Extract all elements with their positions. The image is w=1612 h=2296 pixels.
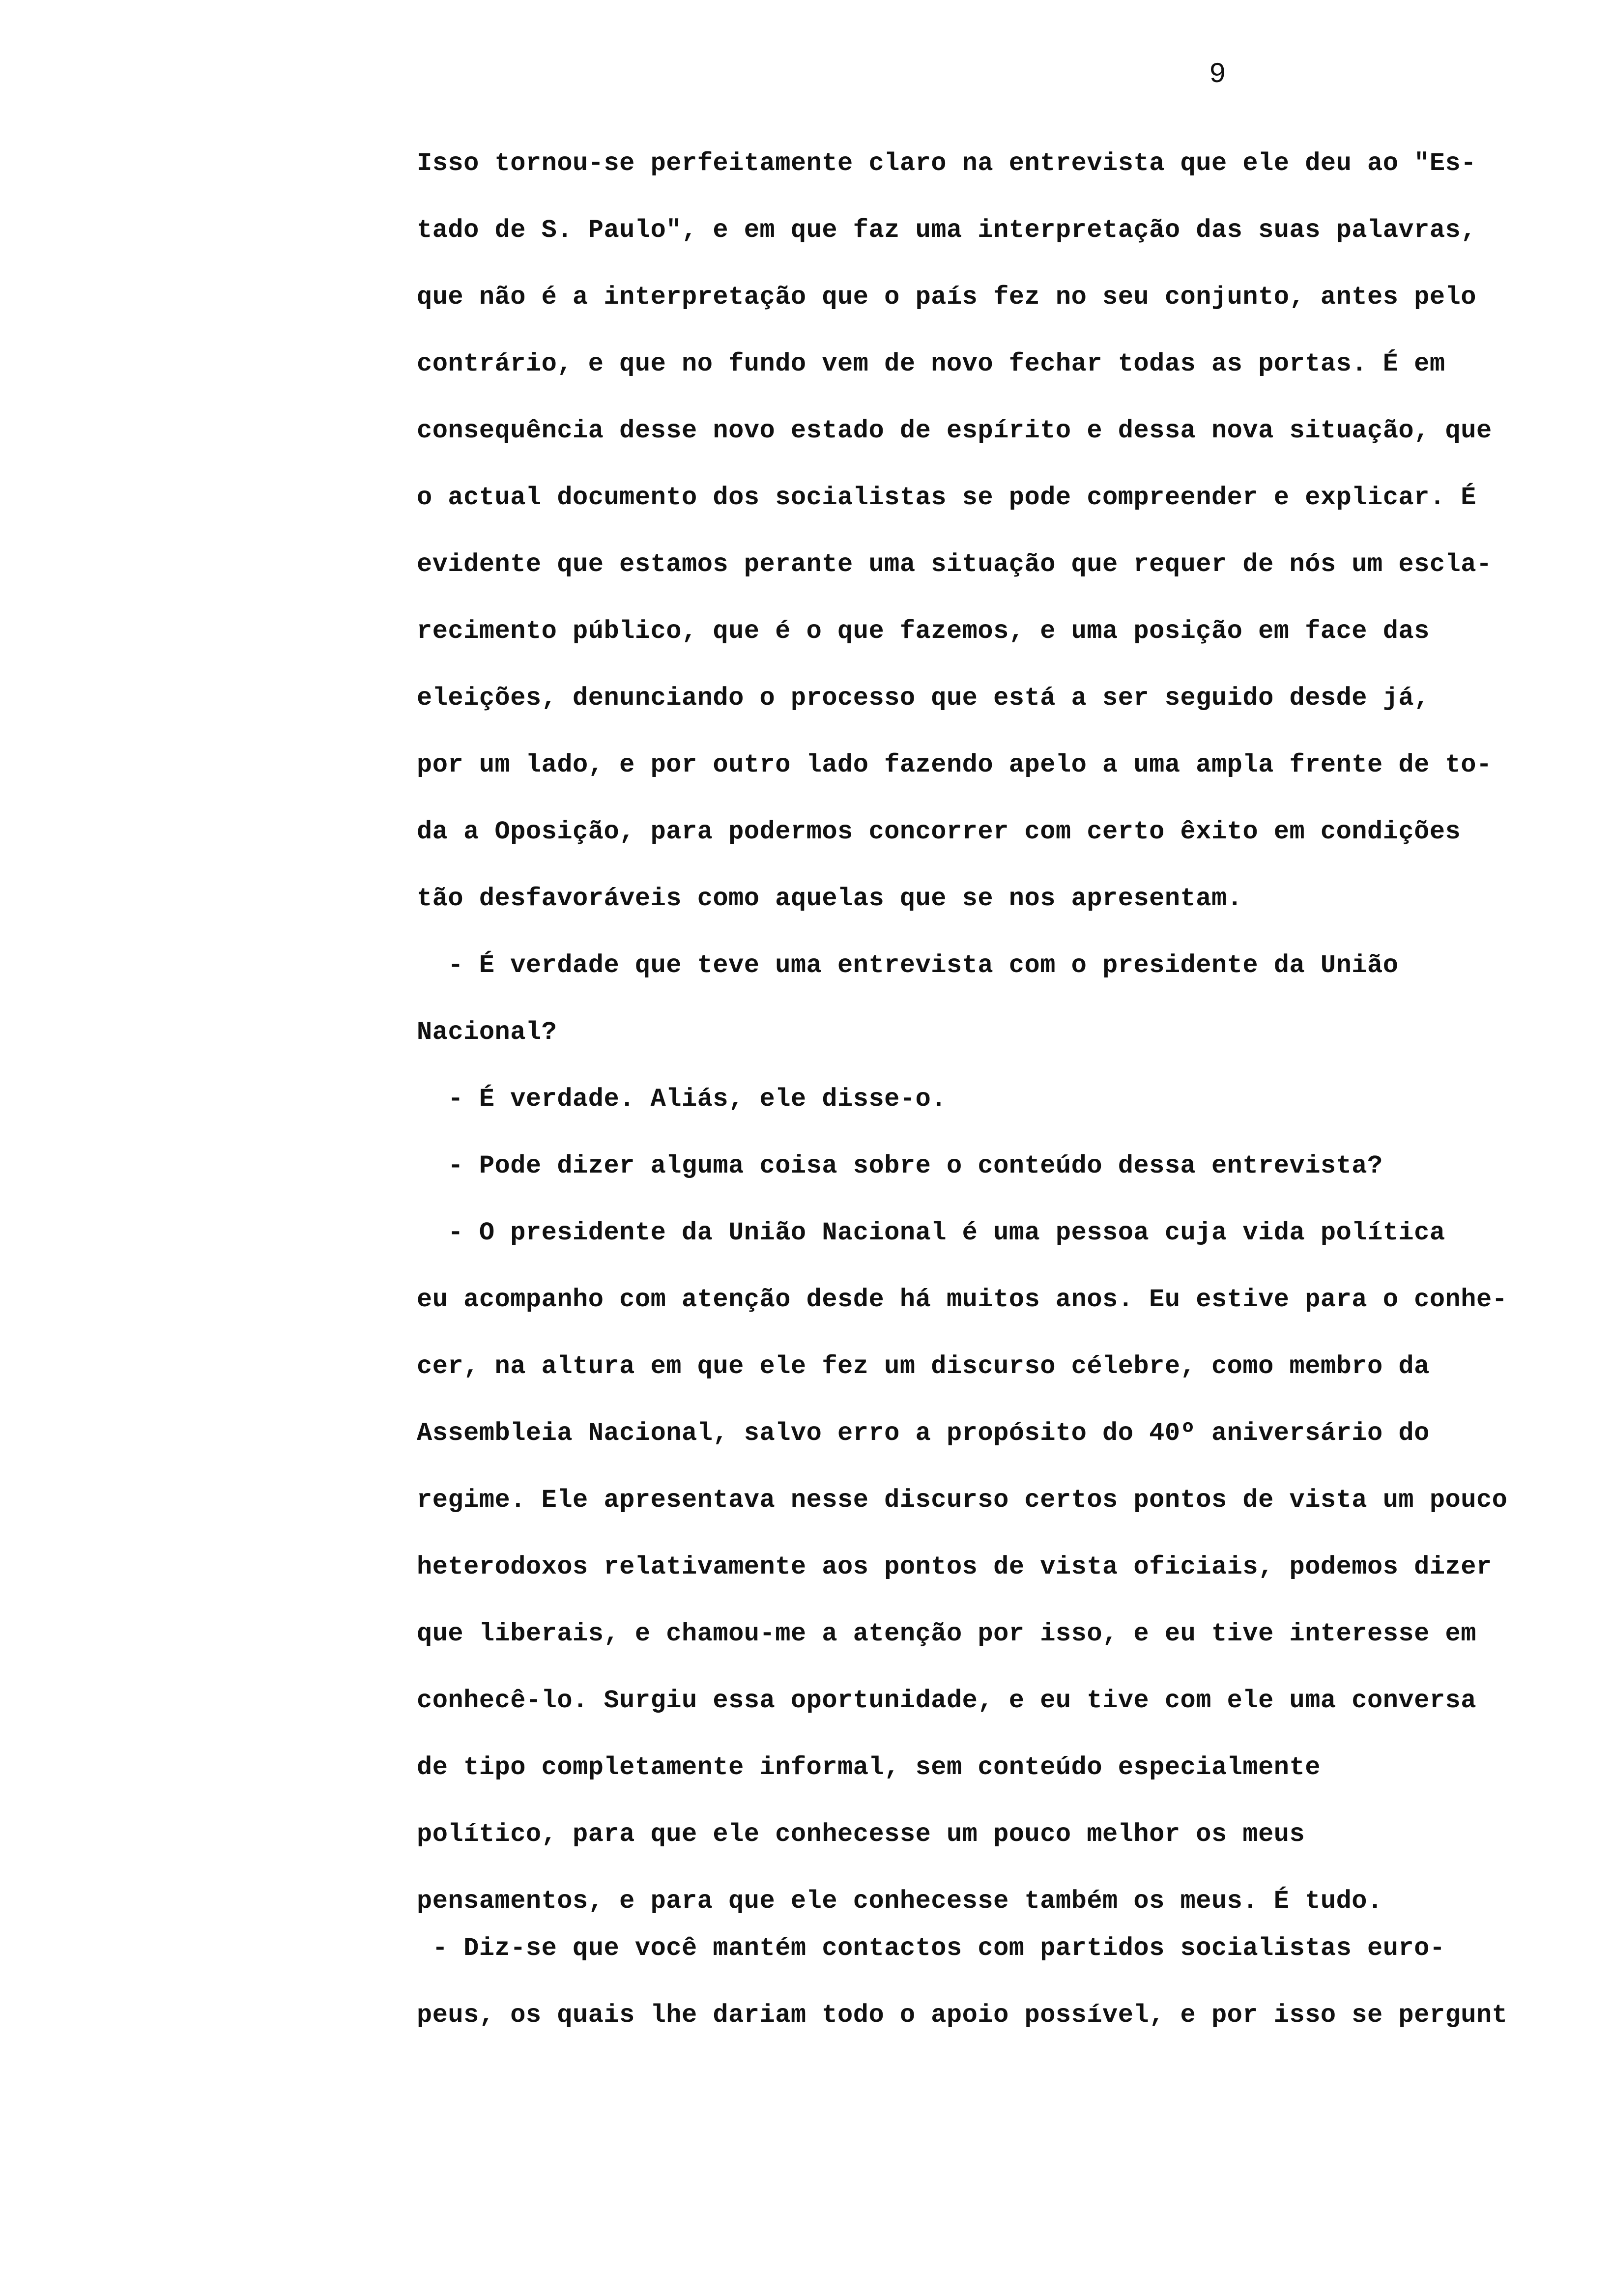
text-line: que não é a interpretação que o país fez no seu conjunto, antes pelo <box>417 283 1476 312</box>
text-line: por um lado, e por outro lado fazendo apelo a uma ampla frente de to- <box>417 750 1492 779</box>
text-line: contrário, e que no fundo vem de novo fechar todas as portas. É em <box>417 349 1445 378</box>
text-line: peus, os quais lhe dariam todo o apoio possível, e por isso se pergunt <box>417 2001 1508 2030</box>
text-line: de tipo completamente informal, sem conteúdo especialmente <box>417 1753 1321 1782</box>
document-body <box>417 130 1612 2049</box>
text-line: - O presidente da União Nacional é uma pessoa cuja vida política <box>417 1218 1445 1247</box>
text-line: Isso tornou-se perfeitamente claro na entrevista que ele deu ao "Es- <box>417 149 1476 178</box>
text-line: recimento público, que é o que fazemos, e uma posição em face das <box>417 617 1430 646</box>
text-line: heterodoxos relativamente aos pontos de vista oficiais, podemos dizer <box>417 1552 1492 1581</box>
text-line: - Diz-se que você mantém contactos com partidos socialistas euro- <box>417 1934 1445 1963</box>
text-line: Assembleia Nacional, salvo erro a propósito do 40º aniversário do <box>417 1419 1430 1448</box>
text-line: político, para que ele conhecesse um pouco melhor os meus <box>417 1820 1305 1849</box>
text-line: cer, na altura em que ele fez um discurso célebre, como membro da <box>417 1352 1430 1381</box>
text-line: eleições, denunciando o processo que está a ser seguido desde já, <box>417 684 1430 713</box>
text-line: tado de S. Paulo", e em que faz uma interpretação das suas palavras, <box>417 216 1476 245</box>
text-line: pensamentos, e para que ele conhecesse também os meus. É tudo. <box>417 1887 1383 1916</box>
text-line: que liberais, e chamou-me a atenção por isso, e eu tive interesse em <box>417 1619 1476 1648</box>
text-line: consequência desse novo estado de espírito e dessa nova situação, que <box>417 416 1492 445</box>
text-line: Nacional? <box>417 1018 557 1047</box>
text-line: eu acompanho com atenção desde há muitos anos. Eu estive para o conhe- <box>417 1285 1508 1314</box>
text-line: conhecê-lo. Surgiu essa oportunidade, e eu tive com ele uma conversa <box>417 1686 1476 1715</box>
text-line: - Pode dizer alguma coisa sobre o conteúdo dessa entrevista? <box>417 1151 1383 1180</box>
text-line: o actual documento dos socialistas se pode compreender e explicar. É <box>417 483 1476 512</box>
text-line: tão desfavoráveis como aquelas que se nos apresentam. <box>417 884 1243 913</box>
page-number: 9 <box>1209 59 1226 91</box>
text-line: regime. Ele apresentava nesse discurso certos pontos de vista um pouco <box>417 1486 1508 1515</box>
text-line: - É verdade. Aliás, ele disse-o. <box>417 1085 947 1114</box>
text-line: evidente que estamos perante uma situação que requer de nós um escla- <box>417 550 1492 579</box>
text-line: da a Oposição, para podermos concorrer com certo êxito em condições <box>417 817 1461 846</box>
text-line: - É verdade que teve uma entrevista com o presidente da União <box>417 951 1399 980</box>
